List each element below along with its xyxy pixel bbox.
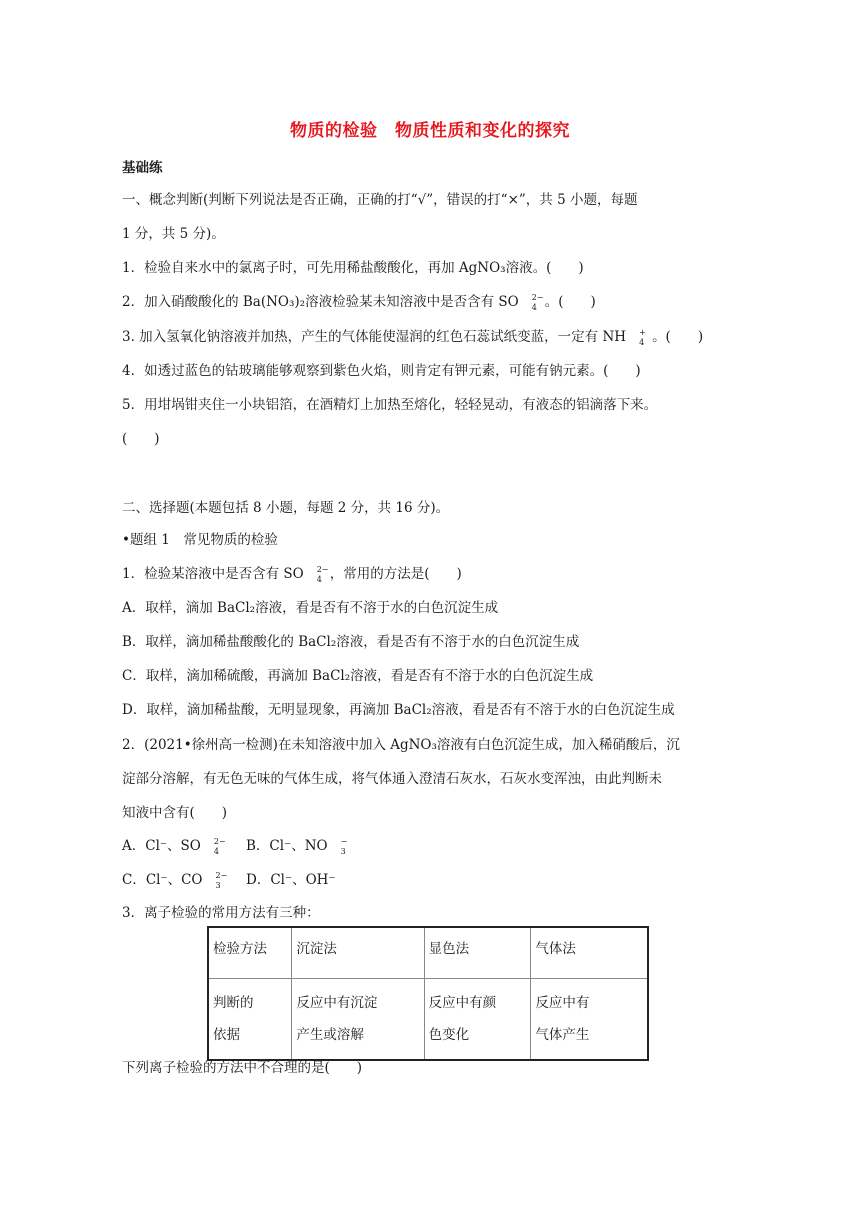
option-d: D．取样，滴加稀盐酸，无明显现象，再滴加 BaCl₂溶液，看是否有不溶于水的白色沉淀生成 [122,702,675,718]
q2-option-a [122,836,227,856]
carbonate-ion: 2− 3 [215,871,228,890]
judge-question-1: 1．检验自来水中的氯离子时，可先用稀盐酸酸化，再加 AgNO₃溶液。( ) [122,260,584,276]
table-header-cell: 气体法 [531,927,648,979]
cell-line: 气体产生 [535,1027,590,1043]
option-b: B．取样，滴加稀盐酸酸化的 BaCl₂溶液，看是否有不溶于水的白色沉淀生成 [122,634,580,650]
cell-line: 依据 [213,1027,240,1043]
sulfate-ion: 2− 4 [213,837,226,856]
choice-question-1-text: 1．检验某溶液中是否含有 SO [122,566,304,582]
choice-question-1 [122,564,462,584]
q2-option-c-text: C．Cl⁻、CO [122,872,203,888]
part1-header-line1: 一、概念判断(判断下列说法是否正确，正确的打“√”，错误的打“×”，共 5 小题，每题 [122,192,638,208]
choice-question-2-line1: 2．(2021•徐州高一检测)在未知溶液中加入 AgNO₃溶液有白色沉淀生成，加入稀硝酸后，沉 [122,737,680,753]
q2-option-b-text: B．Cl⁻、NO [246,838,328,854]
ion-test-methods-table [207,926,649,1061]
sulfate-ion: 2− 4 [316,565,329,584]
cell-line: 反应中有颜 [428,995,497,1011]
sulfate-ion: 2− 4 [531,293,544,312]
part2-header: 二、选择题(本题包括 8 小题，每题 2 分，共 16 分)。 [122,500,450,516]
cell-line: 产生或溶解 [296,1027,364,1043]
q2-option-c [122,870,229,890]
table-header-row [208,927,648,979]
q2-option-b [246,836,354,856]
choice-question-3-question: 下列离子检验的方法中不合理的是( ) [122,1060,363,1076]
judge-question-3 [122,327,703,347]
page-title: 物质的检验 物质性质和变化的探究 [290,121,570,141]
question-group-1: •题组 1 常见物质的检验 [122,532,278,548]
table-cell [292,979,424,1061]
judge-question-4: 4．如透过蓝色的钴玻璃能够观察到紫色火焰，则肯定有钾元素，可能有钠元素。( ) [122,363,641,379]
judge-question-5-line2: ( ) [122,431,160,447]
nitrate-ion: − 3 [340,837,348,856]
judge-question-3-tail: 。( ) [652,329,704,345]
judge-question-5-line1: 5．用坩埚钳夹住一小块铝箔，在酒精灯上加热至熔化，轻轻晃动，有液态的铝滴落下来。 [122,397,658,413]
choice-question-2-line2: 淀部分溶解，有无色无味的气体生成，将气体通入澄清石灰水，石灰水变浑浊，由此判断未 [122,771,662,787]
choice-question-1-tail: ，常用的方法是( ) [329,566,462,582]
option-a: A．取样，滴加 BaCl₂溶液，看是否有不溶于水的白色沉淀生成 [122,600,499,616]
table-row [208,979,648,1061]
ammonium-ion: + 4 [639,328,646,347]
section-heading: 基础练 [122,160,163,176]
option-c: C．取样，滴加稀硫酸，再滴加 BaCl₂溶液，看是否有不溶于水的白色沉淀生成 [122,668,594,684]
table-header-cell: 沉淀法 [292,927,424,979]
judge-question-2-tail: 。( ) [544,294,596,310]
table-header-cell: 显色法 [424,927,531,979]
cell-line: 判断的 [213,995,254,1011]
cell-line: 色变化 [428,1027,470,1043]
cell-line: 反应中有沉淀 [296,995,378,1011]
part1-header-line2: 1 分，共 5 分)。 [122,226,225,242]
cell-line: 反应中有 [535,995,590,1011]
table-cell [424,979,531,1061]
table-cell [531,979,648,1061]
q2-option-d: D．Cl⁻、OH⁻ [246,872,336,888]
judge-question-3-text: 3. 加入氢氧化钠溶液并加热，产生的气体能使湿润的红色石蕊试纸变蓝，一定有 NH [122,329,627,345]
judge-question-2-text: 2．加入硝酸酸化的 Ba(NO₃)₂溶液检验某未知溶液中是否含有 SO [122,294,519,310]
choice-question-3-intro: 3．离子检验的常用方法有三种： [122,905,320,921]
table-header-cell: 检验方法 [208,927,292,979]
choice-question-2-line3: 知液中含有( ) [122,805,228,821]
q2-option-a-text: A．Cl⁻、SO [122,838,201,854]
table-cell [208,979,292,1061]
judge-question-2 [122,292,596,312]
